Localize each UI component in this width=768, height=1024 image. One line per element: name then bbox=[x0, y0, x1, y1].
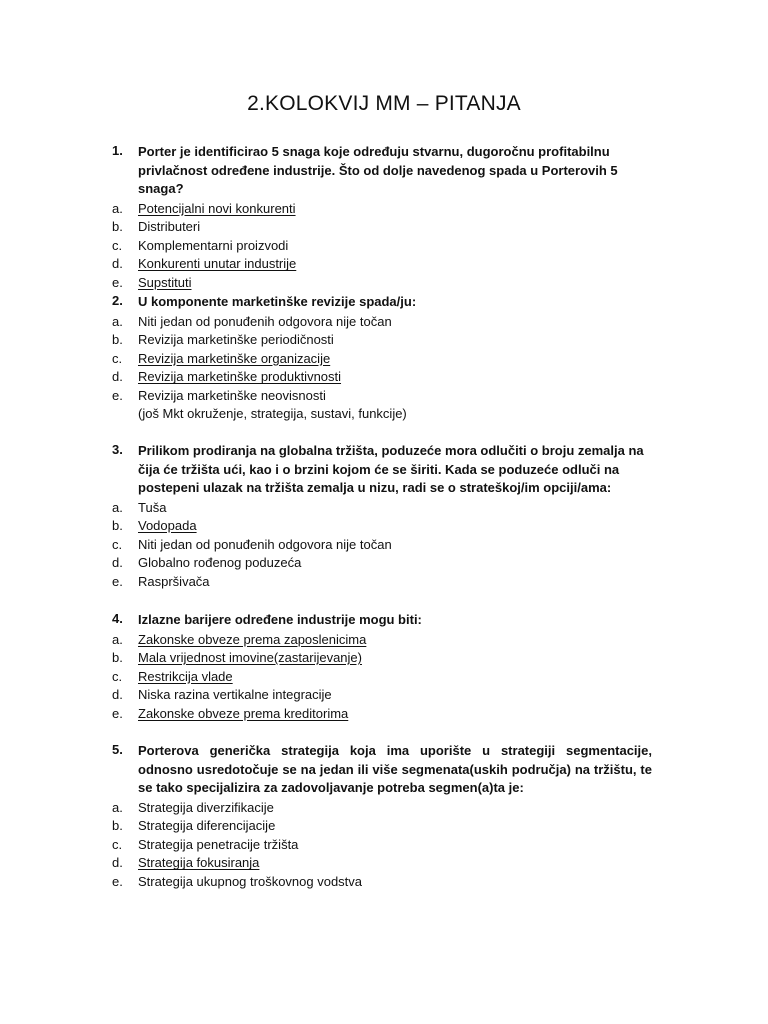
option-text: Mala vrijednost imovine(zastarijevanje) bbox=[138, 650, 362, 666]
option-label: b. bbox=[112, 332, 123, 348]
option-label: e. bbox=[112, 705, 123, 721]
option-label: a. bbox=[112, 200, 123, 216]
option-label: c. bbox=[112, 836, 123, 852]
option-text: Raspršivača bbox=[138, 573, 210, 589]
option-item bbox=[112, 313, 652, 332]
question-number: 3. bbox=[112, 442, 123, 457]
question-number: 1. bbox=[112, 143, 123, 158]
option-item bbox=[112, 573, 652, 592]
option-text: Niti jedan od ponuđenih odgovora nije točan bbox=[138, 313, 392, 329]
option-text: Revizija marketinške neovisnosti bbox=[138, 387, 326, 403]
option-text: Potencijalni novi konkurenti bbox=[138, 200, 296, 216]
question-number: 5. bbox=[112, 742, 123, 757]
question-1 bbox=[112, 143, 652, 292]
option-item bbox=[112, 350, 652, 369]
option-item bbox=[112, 854, 652, 873]
option-item bbox=[112, 368, 652, 387]
option-text: Revizija marketinške periodičnosti bbox=[138, 332, 334, 348]
option-item bbox=[112, 517, 652, 536]
option-text: Konkurenti unutar industrije bbox=[138, 256, 297, 272]
option-item bbox=[112, 237, 652, 256]
option-label: c. bbox=[112, 536, 123, 552]
option-text: Revizija marketinške organizacije bbox=[138, 350, 331, 366]
option-list bbox=[112, 799, 652, 892]
option-text: Restrikcija vlade bbox=[138, 668, 233, 684]
question-2 bbox=[112, 293, 652, 424]
option-item bbox=[112, 387, 652, 406]
option-label: b. bbox=[112, 650, 123, 666]
option-list bbox=[112, 499, 652, 592]
question-text: Porter je identificirao 5 snaga koje određuju stvarnu, dugoročnu profitabilnu privlačnost određene industrije. Što od dolje navedenog spada u Porterovih 5 snaga? bbox=[138, 144, 618, 196]
option-label: e. bbox=[112, 573, 123, 589]
option-text: Globalno rođenog poduzeća bbox=[138, 555, 302, 571]
option-item bbox=[112, 536, 652, 555]
option-text: Niska razina vertikalne integracije bbox=[138, 687, 332, 703]
option-text: Distributeri bbox=[138, 219, 201, 235]
option-text: Strategija diverzifikacije bbox=[138, 799, 274, 815]
option-label: d. bbox=[112, 855, 123, 871]
option-text: Zakonske obveze prema kreditorima bbox=[138, 705, 349, 721]
question-text: Prilikom prodiranja na globalna tržišta, poduzeće mora odlučiti o broju zemalja na čija će tržišta ući, kao i o brzini kojom će se širiti. Kada se poduzeće odluči na postepeni ulazak na tržišta zemalja u nizu, radi se o strateškoj/im opciji/ama: bbox=[138, 443, 644, 495]
option-text: Strategija ukupnog troškovnog vodstva bbox=[138, 873, 363, 889]
option-item bbox=[112, 686, 652, 705]
option-label: d. bbox=[112, 256, 123, 272]
option-item bbox=[112, 218, 652, 237]
option-label: c. bbox=[112, 350, 123, 366]
option-item bbox=[112, 836, 652, 855]
option-text: Supstituti bbox=[138, 274, 192, 290]
question-number: 4. bbox=[112, 611, 123, 626]
question-5 bbox=[112, 742, 652, 891]
option-label: b. bbox=[112, 818, 123, 834]
option-text: Revizija marketinške produktivnosti bbox=[138, 369, 342, 385]
option-label: a. bbox=[112, 631, 123, 647]
option-label: e. bbox=[112, 873, 123, 889]
option-label: a. bbox=[112, 799, 123, 815]
option-item bbox=[112, 554, 652, 573]
option-text: Strategija fokusiranja bbox=[138, 855, 260, 871]
option-item bbox=[112, 873, 652, 892]
question-3 bbox=[112, 442, 652, 591]
option-text: Niti jedan od ponuđenih odgovora nije točan bbox=[138, 536, 392, 552]
option-label: e. bbox=[112, 274, 123, 290]
option-label: a. bbox=[112, 313, 123, 329]
option-item bbox=[112, 668, 652, 687]
page-title: 2.KOLOKVIJ MM – PITANJA bbox=[247, 92, 521, 115]
option-text: Strategija penetracije tržišta bbox=[138, 836, 299, 852]
option-label: d. bbox=[112, 555, 123, 571]
option-text: Vodopada bbox=[138, 518, 197, 534]
option-item bbox=[112, 200, 652, 219]
option-text: Komplementarni proizvodi bbox=[138, 237, 289, 253]
question-text: Izlazne barijere određene industrije mogu biti: bbox=[138, 612, 422, 627]
question-text: Porterova generička strategija koja ima uporište u strategiji segmentacije, odnosno usredotočuje se na jedan ili više segmenata(uskih područja) na tržištu, te se tako specijalizira za zadovoljavanje potreba segmen(a)ta je: bbox=[138, 743, 652, 795]
option-item bbox=[112, 631, 652, 650]
option-label: c. bbox=[112, 668, 123, 684]
option-item bbox=[112, 255, 652, 274]
option-label: e. bbox=[112, 387, 123, 403]
option-label: b. bbox=[112, 219, 123, 235]
option-label: a. bbox=[112, 499, 123, 515]
option-list bbox=[112, 200, 652, 293]
option-label: d. bbox=[112, 687, 123, 703]
question-4 bbox=[112, 611, 652, 723]
option-label: b. bbox=[112, 518, 123, 534]
option-label: d. bbox=[112, 369, 123, 385]
option-list bbox=[112, 631, 652, 724]
option-text: Zakonske obveze prema zaposlenicima bbox=[138, 631, 367, 647]
option-item bbox=[112, 499, 652, 518]
option-note: (još Mkt okruženje, strategija, sustavi, funkcije) bbox=[138, 406, 407, 422]
option-text: Strategija diferencijacije bbox=[138, 818, 276, 834]
option-text: Tuša bbox=[138, 499, 167, 515]
option-item bbox=[112, 274, 652, 293]
option-label: c. bbox=[112, 237, 123, 253]
option-item bbox=[112, 817, 652, 836]
question-number: 2. bbox=[112, 293, 123, 308]
question-text: U komponente marketinške revizije spada/ju: bbox=[138, 294, 417, 309]
option-list bbox=[112, 313, 652, 406]
option-item bbox=[112, 331, 652, 350]
option-item bbox=[112, 705, 652, 724]
option-item bbox=[112, 799, 652, 818]
option-item bbox=[112, 649, 652, 668]
